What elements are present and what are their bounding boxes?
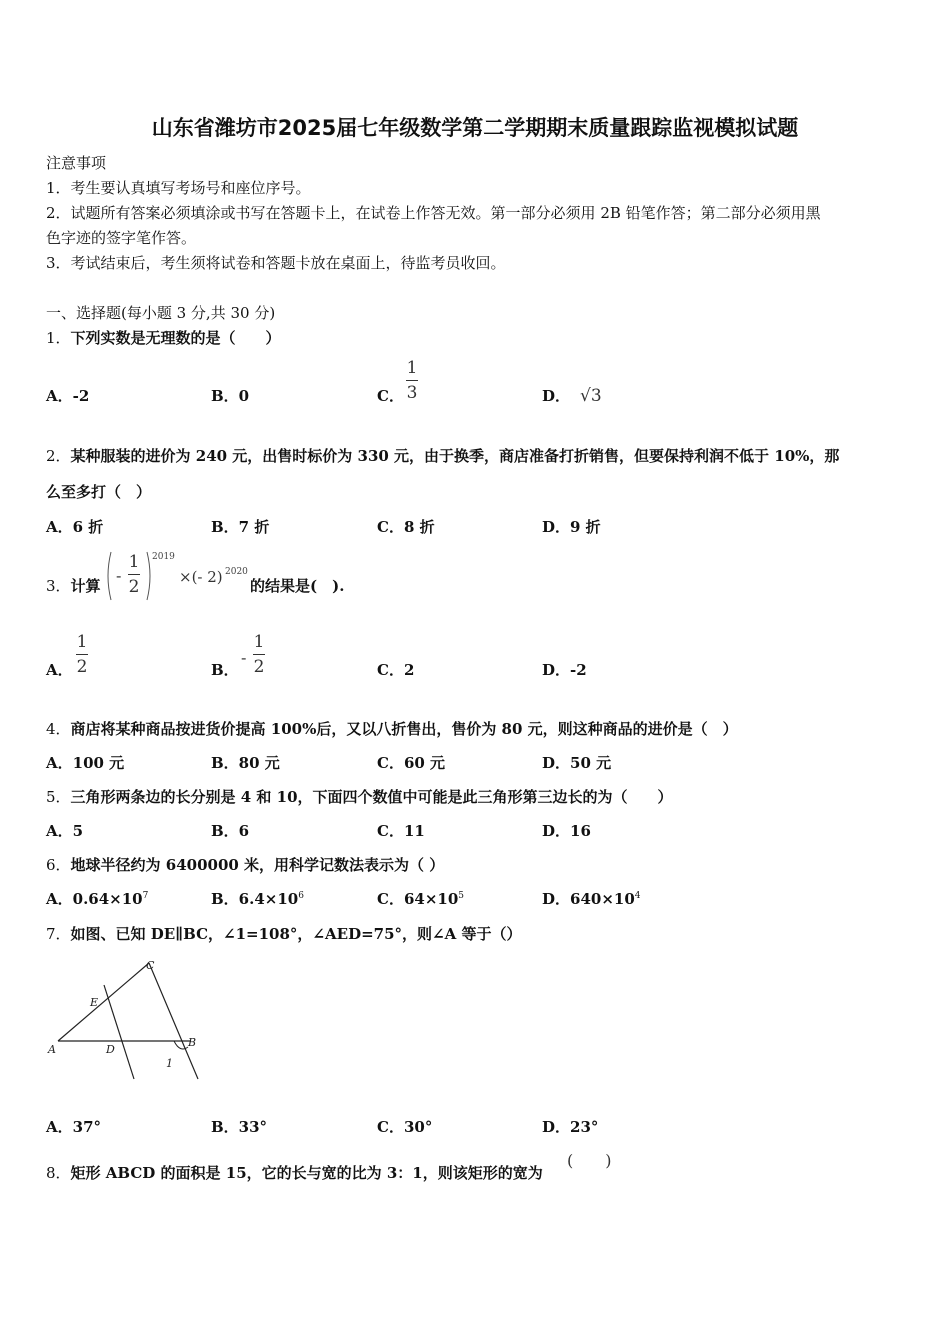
label-one: 1 xyxy=(166,1057,173,1070)
question-text-tail: 的结果是( ). xyxy=(250,577,345,595)
question-text: 下列实数是无理数的是（ ） xyxy=(70,329,281,347)
question-8 xyxy=(46,1162,543,1183)
exponent: 7 xyxy=(142,891,149,901)
geometry-figure xyxy=(46,955,206,1081)
question-6 xyxy=(46,854,444,875)
numerator: 1 xyxy=(76,632,88,652)
question-number: 5． xyxy=(46,788,71,806)
exponent: 5 xyxy=(458,891,464,901)
denominator: 2 xyxy=(253,657,265,677)
fraction-one-half xyxy=(76,632,88,677)
question-text: 地球半径约为 6400000 米，用科学记数法表示为（ ） xyxy=(70,856,445,874)
question-3 xyxy=(46,575,101,596)
numerator: 1 xyxy=(406,358,418,378)
question-7 xyxy=(46,923,521,944)
question-number: 7． xyxy=(46,925,71,943)
fraction-one-third xyxy=(406,358,418,403)
option-b: B．80 元 xyxy=(211,754,280,772)
question-text: 商店将某种商品按进货价提高 100%后，又以八折售出，售价为 80 元，则这种商品的进价是（ ） xyxy=(70,720,738,738)
notice-item: 色字迹的签字笔作答。 xyxy=(46,229,197,247)
option-label: C．64×10 xyxy=(377,890,459,908)
option-label: D． xyxy=(542,387,571,405)
option-c: C．2 xyxy=(377,661,415,679)
exponent: 2019 xyxy=(152,552,175,562)
notice-item: 2．试题所有答案必须填涂或书写在答题卡上，在试卷上作答无效。第一部分必须用 2B 铅笔作答；第二部分必须用黑 xyxy=(46,204,821,222)
question-number: 4． xyxy=(46,720,71,738)
sqrt-three: √3 xyxy=(580,386,602,406)
option-c: C．30° xyxy=(377,1118,433,1136)
question-number: 1． xyxy=(46,329,71,347)
minus-sign: - xyxy=(241,648,247,667)
answer-parens: ( ) xyxy=(567,1151,612,1170)
option-a: A．5 xyxy=(46,822,84,840)
page-title: 山东省潍坊市2025届七年级数学第二学期期末质量跟踪监视模拟试题 xyxy=(151,116,799,140)
line-cb xyxy=(149,963,198,1079)
exponent: 4 xyxy=(634,891,641,901)
denominator: 2 xyxy=(128,577,140,597)
question-text: 某种服装的进价为 240 元，出售时标价为 330 元，由于换季，商店准备打折销售，但要保持利润不低于 10%，那 xyxy=(70,447,840,465)
label-b: B xyxy=(188,1036,197,1049)
option-d: D．16 xyxy=(542,822,591,840)
option-b: B．33° xyxy=(211,1118,268,1136)
option-a: A．37° xyxy=(46,1118,102,1136)
label-c: C xyxy=(146,959,155,972)
question-number: 6． xyxy=(46,856,71,874)
option-b: B．6 xyxy=(211,822,250,840)
denominator: 3 xyxy=(406,383,418,403)
option-a xyxy=(46,888,148,909)
question-text: 如图、已知 DE∥BC，∠1=108°，∠AED=75°，则∠A 等于（） xyxy=(70,925,522,943)
line-de xyxy=(104,985,134,1079)
option-d: D．23° xyxy=(542,1118,599,1136)
times-term: ×(- 2) xyxy=(179,568,223,586)
option-label: A．0.64×10 xyxy=(46,890,143,908)
fraction-one-half xyxy=(253,632,265,677)
option-c xyxy=(377,888,464,909)
option-c: C．11 xyxy=(377,822,425,840)
option-d: D．9 折 xyxy=(542,518,601,536)
question-text: 矩形 ABCD 的面积是 15，它的长与宽的比为 3：1，则该矩形的宽为 xyxy=(70,1164,543,1182)
line-ac xyxy=(58,963,149,1041)
question-text-cont: 么至多打（ ） xyxy=(46,483,152,501)
question-2 xyxy=(46,445,839,466)
option-d xyxy=(542,888,641,909)
notice-heading: 注意事项 xyxy=(46,154,107,172)
angle-arc xyxy=(174,1041,188,1049)
option-b: B．0 xyxy=(211,387,250,405)
option-a: A．100 元 xyxy=(46,754,125,772)
option-d xyxy=(542,385,602,406)
numerator: 1 xyxy=(253,632,265,652)
option-d: D．50 元 xyxy=(542,754,612,772)
option-a: A． xyxy=(46,661,73,679)
question-5 xyxy=(46,786,673,807)
question-4 xyxy=(46,718,738,739)
minus-sign: - xyxy=(116,566,122,585)
option-a: A．6 折 xyxy=(46,518,104,536)
option-c xyxy=(377,385,404,406)
fraction-one-half xyxy=(128,552,140,597)
denominator: 2 xyxy=(76,657,88,677)
option-b xyxy=(211,888,304,909)
option-b: B．7 折 xyxy=(211,518,270,536)
option-c: C．60 元 xyxy=(377,754,446,772)
question-1 xyxy=(46,327,281,348)
option-a: A．-2 xyxy=(46,387,90,405)
question-text: 计算 xyxy=(70,577,101,595)
option-b: B． xyxy=(211,661,239,679)
section-heading: 一、选择题(每小题 3 分,共 30 分) xyxy=(46,304,276,322)
option-label: B．6.4×10 xyxy=(211,890,299,908)
label-e: E xyxy=(90,996,99,1009)
numerator: 1 xyxy=(128,552,140,572)
question-text: 三角形两条边的长分别是 4 和 10，下面四个数值中可能是此三角形第三边长的为（ ） xyxy=(70,788,673,806)
notice-item: 3．考试结束后，考生须将试卷和答题卡放在桌面上，待监考员收回。 xyxy=(46,254,506,272)
option-d: D．-2 xyxy=(542,661,587,679)
label-a: A xyxy=(48,1043,56,1056)
exponent: 2020 xyxy=(225,567,248,577)
question-number: 2． xyxy=(46,447,71,465)
option-label: D．640×10 xyxy=(542,890,635,908)
label-d: D xyxy=(106,1043,115,1056)
option-c: C．8 折 xyxy=(377,518,435,536)
notice-item: 1．考生要认真填写考场号和座位序号。 xyxy=(46,179,311,197)
question-number: 3． xyxy=(46,577,71,595)
question-number: 8． xyxy=(46,1164,71,1182)
option-label: C． xyxy=(377,387,404,405)
exponent: 6 xyxy=(298,891,304,901)
